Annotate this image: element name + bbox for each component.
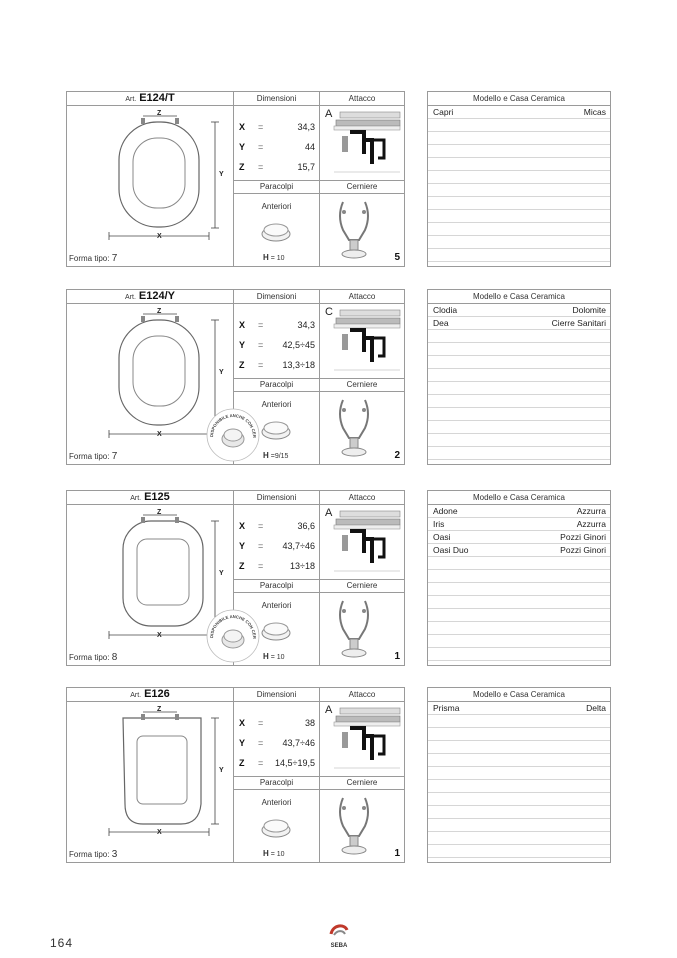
dim-y-row: Y = 43,7÷46 <box>239 738 315 748</box>
model-row-empty <box>428 223 610 236</box>
model-name: Dea <box>433 318 449 328</box>
model-name: Prisma <box>433 703 460 713</box>
paracolpi-header: Paracolpi <box>259 778 294 787</box>
forma-value: 7 <box>111 253 118 264</box>
model-row-empty <box>428 728 610 741</box>
article-code: E124/T <box>139 92 175 104</box>
model-row-empty <box>428 343 610 356</box>
model-row-empty <box>428 806 610 819</box>
model-row <box>428 544 610 557</box>
hinge-drawing <box>329 196 379 262</box>
article-label: Art. E125 <box>130 491 170 503</box>
model-row <box>428 106 610 119</box>
dim-y-row: Y = 42,5÷45 <box>239 340 315 350</box>
model-row-empty <box>428 767 610 780</box>
manufacturer-name: Pozzi Ginori <box>560 545 606 555</box>
model-row-empty <box>428 557 610 570</box>
model-row-empty <box>428 171 610 184</box>
model-row-empty <box>428 819 610 832</box>
model-row-empty <box>428 184 610 197</box>
x-axis-label: X <box>157 829 162 836</box>
manufacturer-name: Delta <box>586 703 606 713</box>
y-axis-label: Y <box>219 767 224 774</box>
dim-x-value: 38 <box>304 718 315 728</box>
model-row-empty <box>428 661 610 673</box>
model-row-empty <box>428 780 610 793</box>
model-row-empty <box>428 754 610 767</box>
attacco-drawing <box>332 110 402 176</box>
seat-drawing <box>89 704 229 842</box>
attacco-letter: A <box>325 108 333 120</box>
z-axis-label: Z <box>157 706 162 713</box>
model-name: Iris <box>433 519 445 529</box>
dim-z-row: Z = 13÷18 <box>239 561 315 571</box>
model-name: Adone <box>433 506 458 516</box>
anteriori-label: Anteriori <box>261 202 292 211</box>
attacco-letter: C <box>325 306 333 318</box>
model-row <box>428 531 610 544</box>
article-code: E124/Y <box>138 290 175 302</box>
model-row-empty <box>428 583 610 596</box>
dimensioni-header: Dimensioni <box>256 292 297 301</box>
article-code: E125 <box>144 491 170 503</box>
z-axis-label: Z <box>157 509 162 516</box>
model-row <box>428 317 610 330</box>
stamp-text: DISPONIBILE ANCHE CON CER <box>208 412 258 438</box>
z-axis-label: Z <box>157 110 162 117</box>
cerniere-number: 1 <box>394 848 400 859</box>
model-row-empty <box>428 715 610 728</box>
anteriori-label: Anteriori <box>261 400 292 409</box>
manufacturer-name: Azzurra <box>576 519 606 529</box>
y-axis-label: Y <box>219 171 224 178</box>
cerniere-number: 5 <box>394 252 400 263</box>
dim-y-value: 44 <box>304 142 315 152</box>
dim-y-value: 42,5÷45 <box>282 340 315 350</box>
model-row-empty <box>428 210 610 223</box>
model-row-empty <box>428 421 610 434</box>
bumper-height: H =9/15 <box>263 451 289 460</box>
brand-text: SEBA <box>330 943 348 949</box>
hinge-drawing <box>329 792 379 858</box>
model-row-empty <box>428 395 610 408</box>
product-card <box>66 687 405 863</box>
dim-x-row: X = 36,6 <box>239 521 315 531</box>
model-row-empty <box>428 741 610 754</box>
model-row-empty <box>428 858 610 870</box>
product-card <box>66 490 405 666</box>
model-row-empty <box>428 832 610 845</box>
attacco-drawing <box>332 509 402 575</box>
bumper-icon <box>259 220 293 244</box>
y-axis-label: Y <box>219 369 224 376</box>
forma-tipo: Forma tipo: 3 <box>69 849 118 860</box>
model-row-empty <box>428 369 610 382</box>
model-row-empty <box>428 434 610 447</box>
model-row-empty <box>428 793 610 806</box>
model-table-header: Modello e Casa Ceramica <box>428 688 610 702</box>
model-table-header: Modello e Casa Ceramica <box>428 491 610 505</box>
dim-z-value: 14,5÷19,5 <box>275 758 315 768</box>
manufacturer-name: Dolomite <box>572 305 606 315</box>
attacco-letter: A <box>325 704 333 716</box>
hinge-drawing <box>329 394 379 460</box>
attacco-drawing <box>332 706 402 772</box>
model-table <box>427 490 611 666</box>
forma-tipo: Forma tipo: 7 <box>69 451 118 462</box>
article-label: Art. E124/T <box>125 92 175 104</box>
bumper-height: H = 10 <box>263 253 285 262</box>
model-table-header: Modello e Casa Ceramica <box>428 92 610 106</box>
dim-x-row: X = 38 <box>239 718 315 728</box>
slow-close-stamp <box>205 407 261 463</box>
cerniere-header: Cerniere <box>346 581 378 590</box>
dim-x-value: 34,3 <box>297 320 315 330</box>
x-axis-label: X <box>157 431 162 438</box>
model-table <box>427 687 611 863</box>
x-axis-label: X <box>157 233 162 240</box>
model-row-empty <box>428 249 610 262</box>
dim-x-row: X = 34,3 <box>239 320 315 330</box>
model-table <box>427 289 611 465</box>
model-row-empty <box>428 609 610 622</box>
dim-z-row: Z = 14,5÷19,5 <box>239 758 315 768</box>
product-card <box>66 91 405 267</box>
dim-x-row: X = 34,3 <box>239 122 315 132</box>
model-row-empty <box>428 408 610 421</box>
dimensioni-header: Dimensioni <box>256 690 297 699</box>
dim-z-value: 13,3÷18 <box>282 360 315 370</box>
seat-drawing <box>89 108 229 246</box>
model-row-empty <box>428 132 610 145</box>
cerniere-number: 2 <box>394 450 400 461</box>
bumper-height: H = 10 <box>263 652 285 661</box>
model-table <box>427 91 611 267</box>
model-row <box>428 518 610 531</box>
model-row-empty <box>428 197 610 210</box>
attacco-header: Attacco <box>348 292 376 301</box>
dim-x-value: 34,3 <box>297 122 315 132</box>
model-row-empty <box>428 145 610 158</box>
page-number: 164 <box>50 936 74 950</box>
dimensioni-header: Dimensioni <box>256 94 297 103</box>
model-row-empty <box>428 236 610 249</box>
dim-x-value: 36,6 <box>297 521 315 531</box>
model-row-empty <box>428 648 610 661</box>
manufacturer-name: Pozzi Ginori <box>560 532 606 542</box>
z-axis-label: Z <box>157 308 162 315</box>
model-row-empty <box>428 262 610 274</box>
attacco-drawing <box>332 308 402 374</box>
bumper-icon <box>259 816 293 840</box>
attacco-header: Attacco <box>348 690 376 699</box>
model-row-empty <box>428 460 610 472</box>
cerniere-number: 1 <box>394 651 400 662</box>
hinge-drawing <box>329 595 379 661</box>
paracolpi-header: Paracolpi <box>259 581 294 590</box>
forma-tipo: Forma tipo: 7 <box>69 253 118 264</box>
dim-y-value: 43,7÷46 <box>282 738 315 748</box>
model-name: Oasi Duo <box>433 545 469 555</box>
y-axis-label: Y <box>219 570 224 577</box>
manufacturer-name: Cierre Sanitari <box>551 318 606 328</box>
bumper-icon <box>259 619 293 643</box>
bumper-height: H = 10 <box>263 849 285 858</box>
model-row-empty <box>428 622 610 635</box>
forma-tipo: Forma tipo: 8 <box>69 652 118 663</box>
model-name: Capri <box>433 107 454 117</box>
paracolpi-header: Paracolpi <box>259 380 294 389</box>
article-code: E126 <box>144 688 170 700</box>
model-row <box>428 505 610 518</box>
model-row-empty <box>428 447 610 460</box>
dim-z-row: Z = 15,7 <box>239 162 315 172</box>
paracolpi-header: Paracolpi <box>259 182 294 191</box>
model-row-empty <box>428 382 610 395</box>
attacco-header: Attacco <box>348 493 376 502</box>
seba-logo <box>325 922 353 948</box>
dim-z-row: Z = 13,3÷18 <box>239 360 315 370</box>
product-card <box>66 289 405 465</box>
manufacturer-name: Azzurra <box>576 506 606 516</box>
dim-y-row: Y = 43,7÷46 <box>239 541 315 551</box>
forma-value: 8 <box>111 652 118 663</box>
model-row-empty <box>428 158 610 171</box>
model-row-empty <box>428 330 610 343</box>
model-name: Oasi <box>433 532 451 542</box>
dim-y-row: Y = 44 <box>239 142 315 152</box>
seba-logo-icon <box>325 922 353 938</box>
model-row-empty <box>428 845 610 858</box>
dim-y-value: 43,7÷46 <box>282 541 315 551</box>
model-row-empty <box>428 635 610 648</box>
model-name: Clodia <box>433 305 458 315</box>
model-table-header: Modello e Casa Ceramica <box>428 290 610 304</box>
model-row <box>428 304 610 317</box>
article-label: Art. E124/Y <box>125 290 175 302</box>
forma-value: 7 <box>111 451 118 462</box>
article-label: Art. E126 <box>130 688 170 700</box>
bumper-icon <box>259 418 293 442</box>
anteriori-label: Anteriori <box>261 798 292 807</box>
model-row-empty <box>428 119 610 132</box>
anteriori-label: Anteriori <box>261 601 292 610</box>
dim-z-value: 13÷18 <box>290 561 315 571</box>
cerniere-header: Cerniere <box>346 380 378 389</box>
dimensioni-header: Dimensioni <box>256 493 297 502</box>
slow-close-stamp <box>205 608 261 664</box>
attacco-header: Attacco <box>348 94 376 103</box>
manufacturer-name: Micas <box>583 107 606 117</box>
dim-z-value: 15,7 <box>297 162 315 172</box>
model-row-empty <box>428 596 610 609</box>
x-axis-label: X <box>157 632 162 639</box>
model-row-empty <box>428 356 610 369</box>
forma-value: 3 <box>111 849 118 860</box>
attacco-letter: A <box>325 507 333 519</box>
model-row <box>428 702 610 715</box>
cerniere-header: Cerniere <box>346 778 378 787</box>
model-row-empty <box>428 570 610 583</box>
cerniere-header: Cerniere <box>346 182 378 191</box>
stamp-text: DISPONIBILE ANCHE CON CER <box>208 613 258 639</box>
